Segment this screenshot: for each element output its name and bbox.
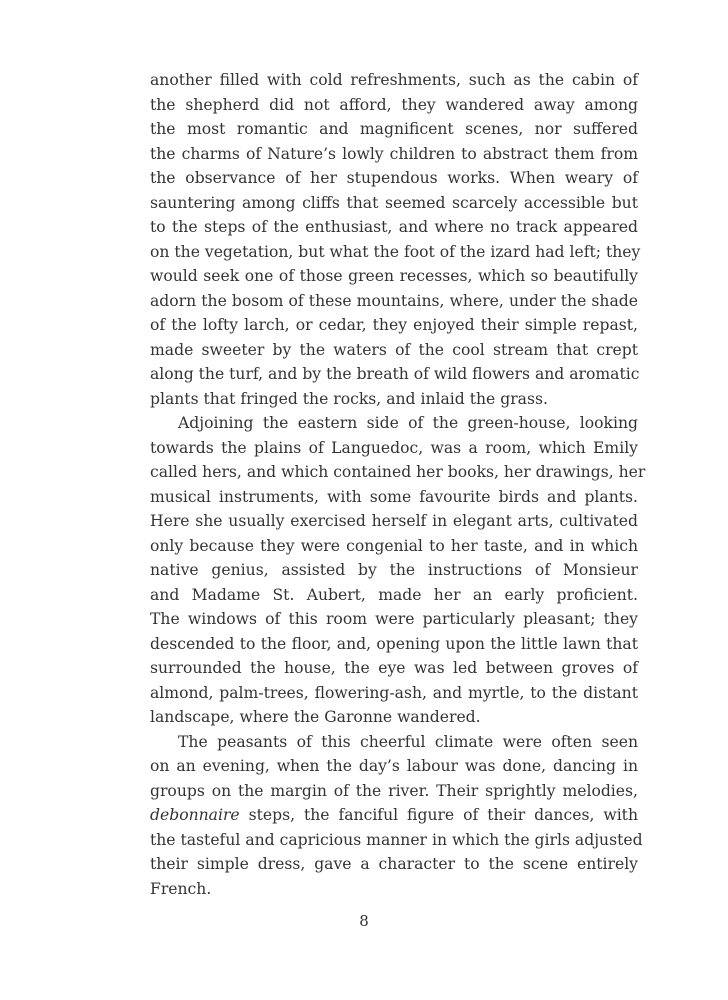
- text-line: surrounded the house, the eye was led between groves of: [150, 659, 638, 677]
- text-line: Adjoining the eastern side of the green-house, looking: [178, 414, 638, 432]
- text-line: of the lofty larch, or cedar, they enjoyed their simple repast,: [150, 316, 638, 334]
- text-line: descended to the floor, and, opening upon the little lawn that: [150, 634, 638, 653]
- text-line: only because they were congenial to her taste, and in which: [150, 536, 638, 555]
- text-line: Here she usually exercised herself in elegant arts, cultivated: [150, 512, 638, 530]
- text-line: made sweeter by the waters of the cool stream that crept: [150, 340, 638, 359]
- text-line: the observance of her stupendous works. When weary of: [150, 169, 638, 187]
- text-line: on an evening, when the day’s labour was done, dancing in: [150, 757, 638, 775]
- text-line: the charms of Nature’s lowly children to abstract them from: [150, 144, 638, 163]
- text-line: almond, palm-trees, flowering-ash, and myrtle, to the distant: [150, 683, 638, 702]
- text-line: debonnaire steps, the fanciful figure of their dances, with: [150, 806, 638, 824]
- paragraph: [150, 411, 646, 730]
- text-line: the tasteful and capricious manner in which the girls adjusted: [150, 830, 643, 849]
- text-line: native genius, assisted by the instructions of Monsieur: [150, 561, 638, 579]
- paragraph: [150, 730, 643, 902]
- text-line: would seek one of those green recesses, which so beautifully: [150, 267, 638, 285]
- text-line: The windows of this room were particularly pleasant; they: [150, 610, 638, 628]
- text-line: on the vegetation, but what the foot of the izard had left; they: [150, 242, 641, 261]
- text-line: along the turf, and by the breath of wild flowers and aromatic: [150, 365, 640, 383]
- text-line: another filled with cold refreshments, such as the cabin of: [150, 71, 638, 89]
- text-line: to the steps of the enthusiast, and where no track appeared: [150, 218, 638, 236]
- page-number: 8: [359, 912, 369, 930]
- paragraph: [150, 68, 641, 411]
- body-text: [150, 68, 646, 901]
- text-line: towards the plains of Languedoc, was a room, which Emily: [150, 438, 638, 457]
- text-line: the most romantic and magnificent scenes, nor suffered: [150, 120, 638, 138]
- text-line: adorn the bosom of these mountains, where, under the shade: [150, 291, 638, 310]
- text-line: musical instruments, with some favourite birds and plants.: [150, 487, 638, 506]
- text-line: groups on the margin of the river. Their sprightly melodies,: [150, 781, 638, 800]
- text-line: sauntering among cliffs that seemed scarcely accessible but: [150, 193, 638, 212]
- italic-phrase: debonnaire: [150, 806, 240, 824]
- text-line: and Madame St. Aubert, made her an early proficient.: [150, 585, 638, 604]
- text-line: their simple dress, gave a character to the scene entirely: [150, 855, 638, 873]
- text-line: plants that fringed the rocks, and inlaid the grass.: [150, 389, 548, 408]
- text-line: French.: [150, 879, 212, 898]
- text-line: the shepherd did not afford, they wandered away among: [150, 95, 638, 114]
- text-line: The peasants of this cheerful climate were often seen: [178, 732, 638, 751]
- text-line: landscape, where the Garonne wandered.: [150, 708, 481, 726]
- text-line: called hers, and which contained her books, her drawings, her: [150, 463, 646, 481]
